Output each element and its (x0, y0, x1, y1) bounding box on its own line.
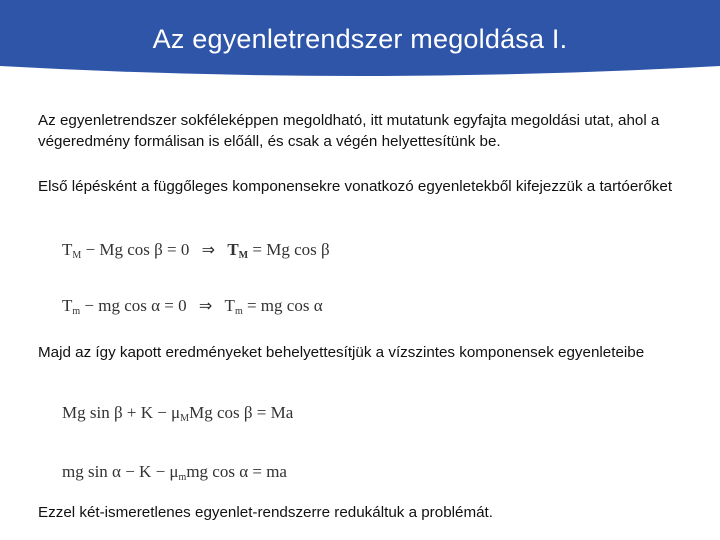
implies-arrow: ⇒ (198, 296, 213, 315)
title-banner (0, 0, 720, 92)
eq1-left-subscript: M (72, 250, 82, 261)
eq4-subscript: m (178, 472, 187, 483)
eq1-right-subscript: M (238, 250, 249, 261)
step1-paragraph: Első lépésként a függőleges komponensekre vonatkozó egyenletekből kifejezzük a tartóerőket (38, 178, 673, 195)
eq2-right-symbol: T (224, 296, 235, 315)
eq2-left-subscript: m (72, 306, 81, 317)
page-title: Az egyenletrendszer megoldása I. (152, 24, 568, 54)
intro-paragraph: Az egyenletrendszer sokféleképpen megoldható, itt mutatunk egyfajta megoldási utat, ahol a végeredmény formálisan is előáll, és csak a végén helyettesítünk be. (38, 112, 660, 150)
implies-arrow: ⇒ (201, 240, 216, 259)
equation-horizontal-M (62, 403, 293, 424)
equation-horizontal-m (62, 462, 287, 483)
eq1-left-rest: − Mg cos β = 0 (81, 240, 190, 259)
equation-normal-force-M (62, 240, 330, 261)
eq4-part-b: mg cos α = ma (186, 462, 287, 481)
eq3-subscript: M (180, 413, 190, 424)
step2-paragraph: Majd az így kapott eredményeket behelyettesítjük a vízszintes komponensek egyenleteibe (38, 344, 645, 361)
eq2-right-rest: = mg cos α (242, 296, 323, 315)
eq1-left-symbol: T (62, 240, 73, 259)
eq1-right-rest: = Mg cos β (248, 240, 330, 259)
eq3-part-b: Mg cos β = Ma (189, 403, 294, 422)
eq1-right-symbol: T (227, 240, 239, 259)
eq2-left-symbol: T (62, 296, 73, 315)
eq3-part-a: Mg sin β + K − μ (62, 403, 181, 422)
eq2-right-subscript: m (234, 306, 243, 317)
eq2-left-rest: − mg cos α = 0 (80, 296, 187, 315)
eq4-part-a: mg sin α − K − μ (62, 462, 179, 481)
equation-normal-force-m (62, 296, 323, 317)
conclusion-paragraph: Ezzel két-ismeretlenes egyenlet-rendszerre redukáltuk a problémát. (38, 504, 493, 521)
